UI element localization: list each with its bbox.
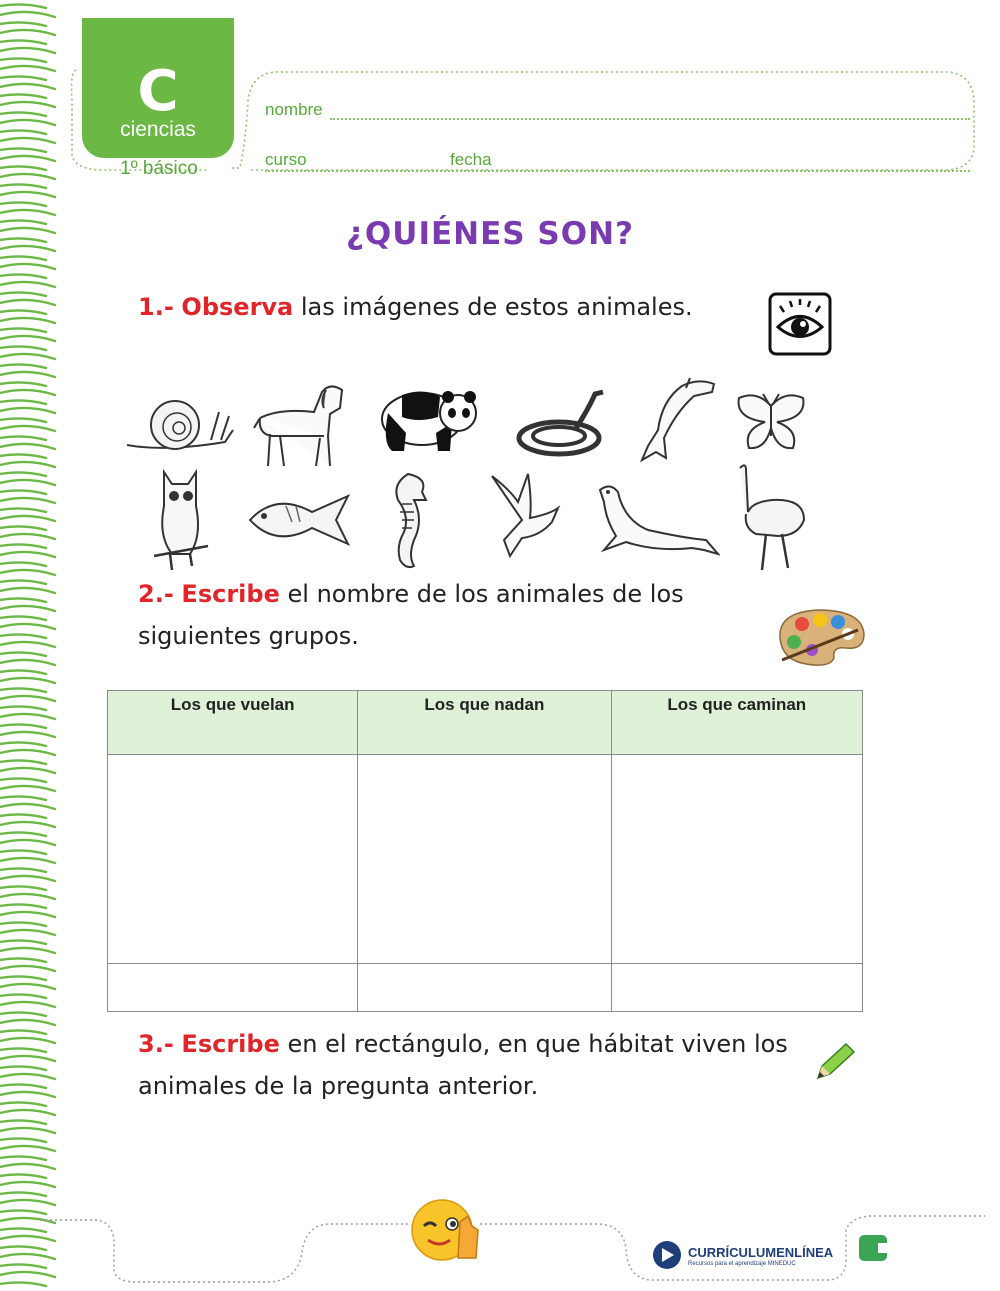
snake-icon	[515, 388, 607, 460]
q2-verb: Escribe	[181, 580, 280, 608]
q1-text: las imágenes de estos animales.	[300, 293, 693, 321]
animal-groups-table	[107, 690, 863, 1012]
subject-label: ciencias	[120, 118, 196, 141]
q3-text-line1: en el rectángulo, en que hábitat viven los	[287, 1030, 788, 1058]
habitat-cell-swim[interactable]	[358, 964, 611, 1012]
ostrich-icon	[732, 462, 808, 574]
name-label: nombre	[265, 100, 323, 119]
snail-icon	[125, 390, 235, 460]
answer-cell-swim[interactable]	[358, 755, 611, 964]
paint-palette-icon	[772, 604, 868, 668]
table-header-walk: Los que caminan	[611, 691, 863, 755]
grass-border	[0, 0, 62, 1291]
footer-frame	[40, 1190, 985, 1291]
habitat-cell-walk[interactable]	[611, 964, 863, 1012]
butterfly-icon	[735, 390, 807, 454]
course-date-field[interactable]	[265, 170, 970, 172]
q1-verb: Observa	[181, 293, 294, 321]
table-header-swim: Los que nadan	[358, 691, 611, 755]
fish-icon	[246, 488, 352, 550]
dolphin-icon	[638, 376, 718, 464]
green-tab-icon	[858, 1234, 888, 1262]
page-title: ¿QUIÉNES SON?	[345, 216, 635, 252]
dog-icon	[250, 378, 350, 470]
answer-cell-fly[interactable]	[108, 755, 358, 964]
course-label: curso	[265, 150, 307, 169]
q3-text-line2: animales de la pregunta anterior.	[138, 1072, 539, 1100]
q2-text-line1: el nombre de los animales de los	[287, 580, 684, 608]
q2-text-line2: siguientes grupos.	[138, 622, 359, 650]
eye-icon	[768, 292, 832, 356]
grade-label: 1º básico	[120, 158, 198, 179]
q2-number: 2.-	[138, 580, 174, 608]
curriculum-logo-icon	[652, 1240, 682, 1270]
habitat-cell-fly[interactable]	[108, 964, 358, 1012]
answer-cell-walk[interactable]	[611, 755, 863, 964]
table-header-fly: Los que vuelan	[108, 691, 358, 755]
panda-icon	[378, 383, 480, 455]
q1-number: 1.-	[138, 293, 174, 321]
question-2	[138, 573, 684, 657]
date-label: fecha	[450, 150, 492, 169]
question-3	[138, 1023, 788, 1107]
curriculum-logo-subtitle: Recursos para el aprendizaje MINEDUC	[688, 1261, 796, 1267]
curriculum-logo-title: CURRÍCULUMENLÍNEA	[688, 1245, 834, 1260]
wink-thumbs-up-icon	[410, 1196, 480, 1264]
seal-icon	[596, 480, 720, 558]
owl-icon	[150, 466, 210, 574]
pencil-icon	[812, 1040, 856, 1084]
q3-number: 3.-	[138, 1030, 174, 1058]
subject-letter: C	[137, 59, 179, 124]
q3-verb: Escribe	[181, 1030, 280, 1058]
seahorse-icon	[378, 470, 434, 572]
question-1	[138, 286, 693, 328]
dove-icon	[482, 470, 562, 560]
name-field[interactable]	[330, 118, 970, 120]
